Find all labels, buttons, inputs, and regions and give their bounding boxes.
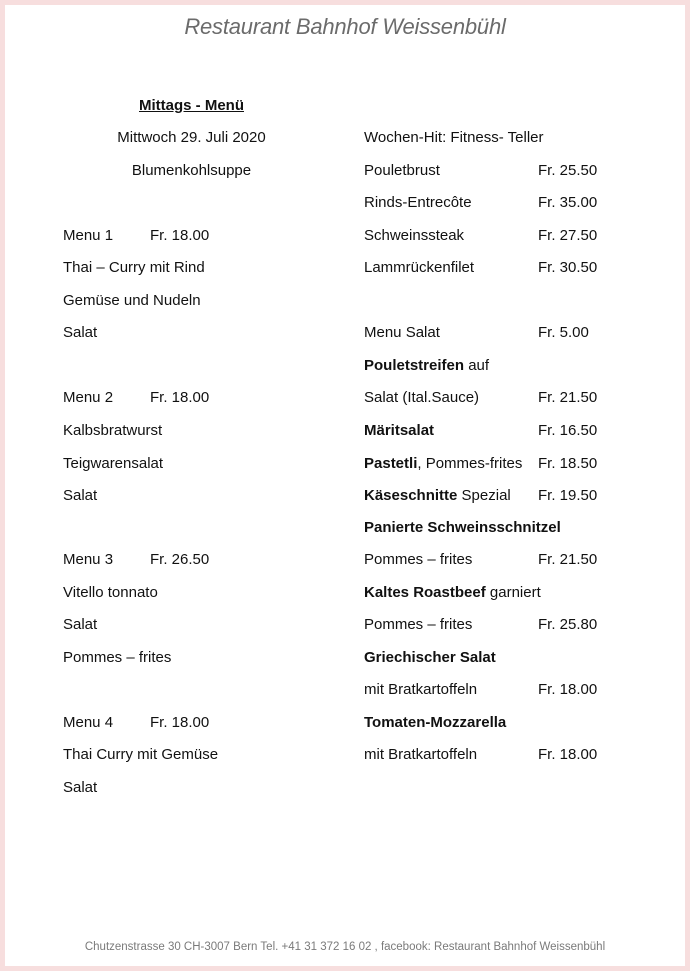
menu-4-item: Thai Curry mit Gemüse (63, 746, 219, 763)
dish-name (364, 356, 489, 376)
menu-4-price: Fr. 18.00 (150, 714, 210, 731)
dish-price: Fr. 35.00 (538, 194, 598, 211)
dish-name-rest: Spezial (457, 487, 511, 504)
menu-1-label: Menu 1 (63, 227, 114, 244)
dish-price: Fr. 19.50 (538, 487, 598, 504)
weekly-hit: Wochen-Hit: Fitness- Teller (364, 129, 544, 146)
menu-date: Mittwoch 29. Juli 2020 (117, 129, 266, 146)
dish-name-rest: auf (464, 357, 490, 374)
dish-name: Salat (Ital.Sauce) (364, 389, 480, 406)
dish-name: Menu Salat (364, 324, 440, 341)
dish-name-bold: Pouletstreifen (364, 357, 465, 374)
menu-2-label: Menu 2 (63, 389, 114, 406)
dish-price: Fr. 18.00 (538, 681, 598, 698)
menu-1-price: Fr. 18.00 (150, 227, 210, 244)
menu-4-label: Menu 4 (63, 714, 114, 731)
lunch-menu-heading: Mittags - Menü (139, 97, 244, 114)
menu-3-item: Vitello tonnato (63, 584, 158, 601)
menu-3-item: Salat (63, 616, 98, 633)
dish-name-bold: Kaltes Roastbeef (364, 584, 486, 601)
dish-name-rest: garniert (485, 584, 541, 601)
menu-3-label: Menu 3 (63, 551, 114, 568)
footer-contact: Chutzenstrasse 30 CH-3007 Bern Tel. +41 31 372 16 02 , facebook: Restaurant Bahnhof Weissenbühl (84, 941, 606, 953)
menu-2-item: Salat (63, 487, 98, 504)
restaurant-title: Restaurant Bahnhof Weissenbühl (184, 14, 506, 39)
menu-2-item: Teigwarensalat (63, 455, 164, 472)
dish-price: Fr. 18.50 (538, 455, 598, 472)
menu-4-item: Salat (63, 779, 98, 796)
dish-name: Tomaten-Mozzarella (364, 714, 507, 731)
dish-price: Fr. 16.50 (538, 422, 598, 439)
dish-name: Schweinssteak (364, 227, 465, 244)
menu-2-item: Kalbsbratwurst (63, 422, 163, 439)
dish-name-bold: Käseschnitte (364, 487, 458, 504)
dish-price: Fr. 21.50 (538, 551, 598, 568)
dish-price: Fr. 25.50 (538, 162, 598, 179)
dish-name: Pouletbrust (364, 162, 440, 179)
dish-price: Fr. 25.80 (538, 616, 598, 633)
dish-name: Pommes – frites (364, 551, 473, 568)
dish-name (364, 486, 511, 506)
dish-name: Pommes – frites (364, 616, 473, 633)
menu-1-item: Thai – Curry mit Rind (63, 259, 205, 276)
dish-name-bold: Pastetli (364, 455, 418, 472)
dish-name-rest: , Pommes-frites (417, 455, 523, 472)
menu-3-price: Fr. 26.50 (150, 551, 210, 568)
dish-price: Fr. 30.50 (538, 259, 598, 276)
dish-price: Fr. 18.00 (538, 746, 598, 763)
dish-price: Fr. 21.50 (538, 389, 598, 406)
dish-name: mit Bratkartoffeln (364, 681, 478, 698)
dish-name: mit Bratkartoffeln (364, 746, 478, 763)
menu-3-item: Pommes – frites (63, 649, 172, 666)
menu-2-price: Fr. 18.00 (150, 389, 210, 406)
dish-name: Griechischer Salat (364, 649, 496, 666)
dish-name: Panierte Schweinsschnitzel (364, 519, 561, 536)
dish-price: Fr. 27.50 (538, 227, 598, 244)
menu-1-item: Gemüse und Nudeln (63, 292, 201, 309)
dish-name: Lammrückenfilet (364, 259, 475, 276)
menu-1-item: Salat (63, 324, 98, 341)
dish-name: Märitsalat (364, 422, 435, 439)
dish-name (364, 583, 541, 603)
dish-name: Rinds-Entrecôte (364, 194, 472, 211)
dish-price: Fr. 5.00 (538, 324, 589, 341)
soup-of-day: Blumenkohlsuppe (131, 162, 252, 179)
dish-name (364, 454, 522, 474)
